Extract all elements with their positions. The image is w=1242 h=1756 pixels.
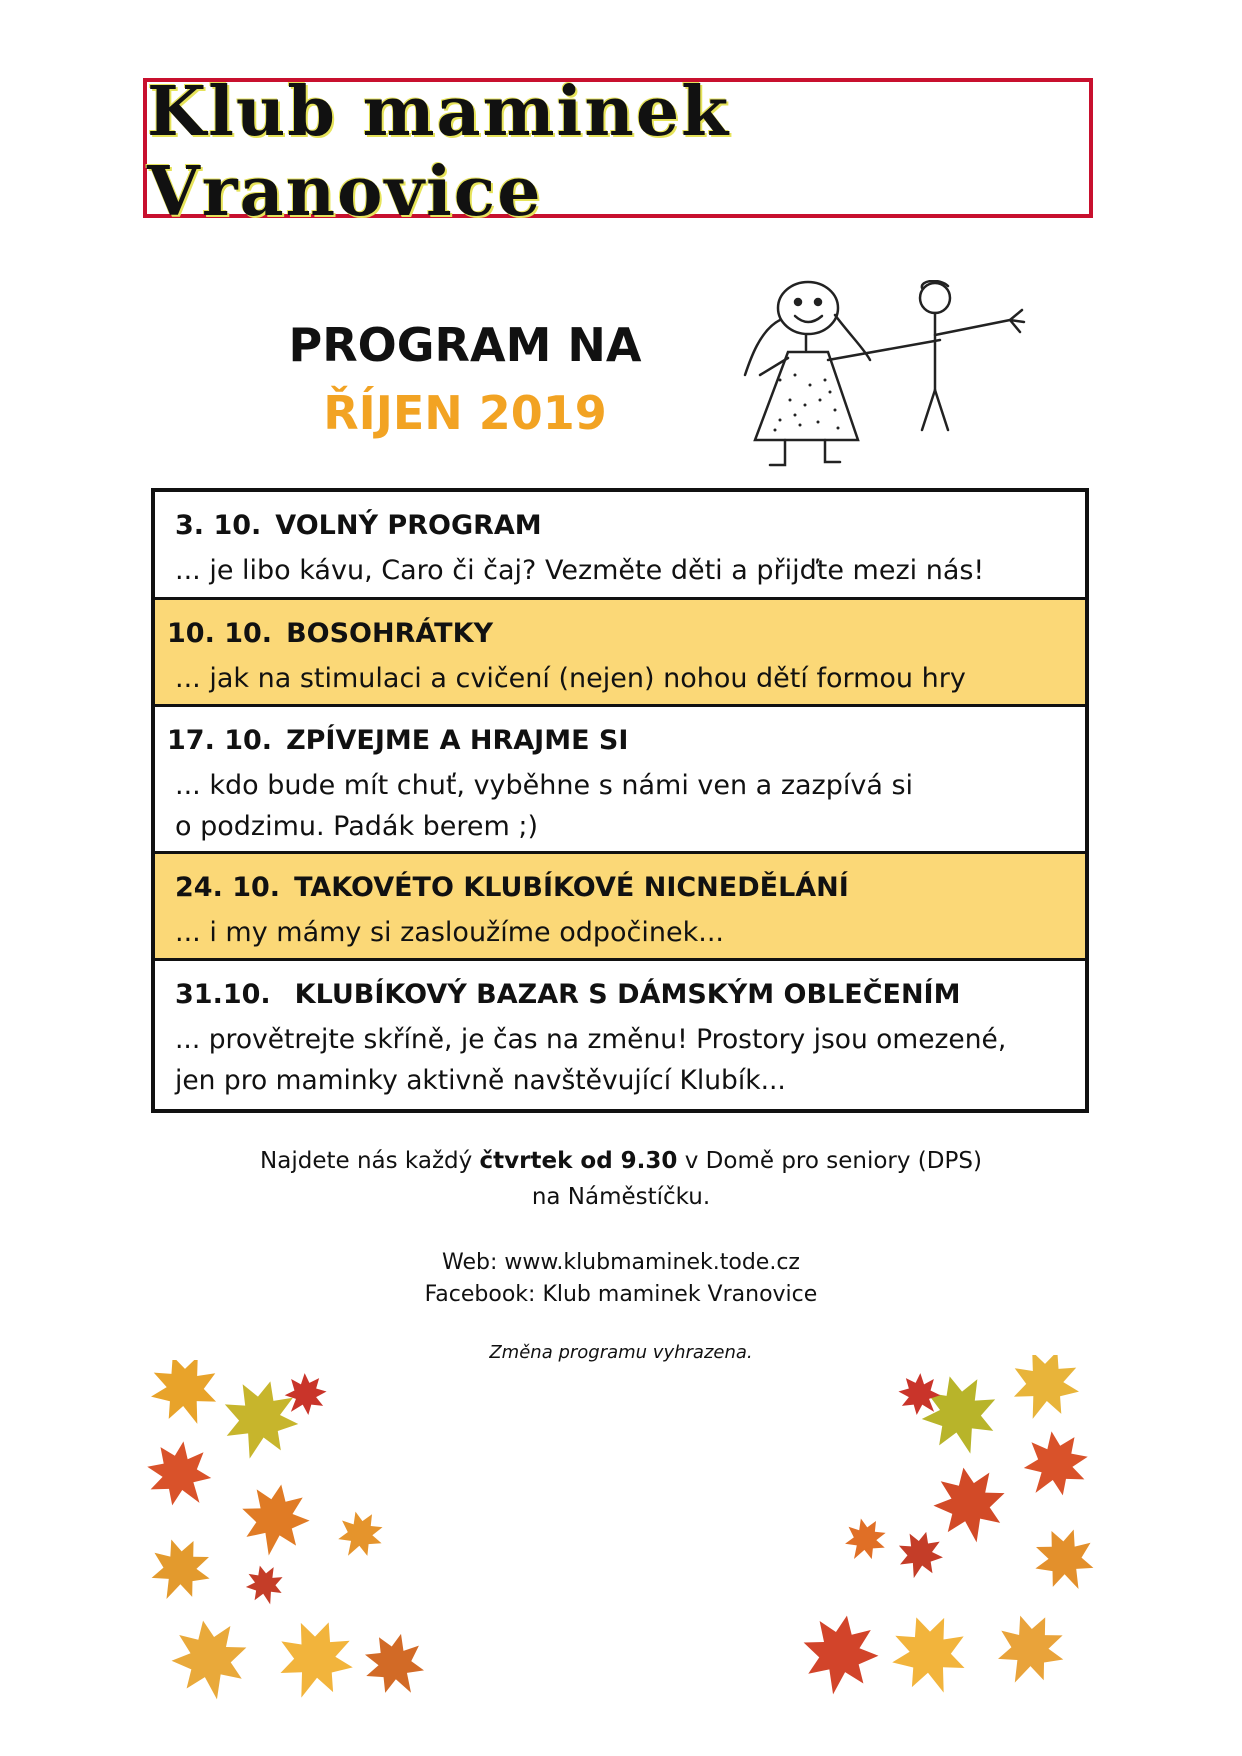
program-row	[155, 492, 1085, 600]
program-row	[155, 854, 1085, 961]
row-title: 17. 10. ZPÍVEJME A HRAJME SI	[167, 725, 629, 756]
web-link[interactable]: Web: www.klubmaminek.tode.cz	[442, 1250, 800, 1275]
row-title: 10. 10. BOSOHRÁTKY	[167, 618, 494, 649]
row-description: ... jak na stimulaci a cvičení (nejen) nohou dětí formou hry	[175, 663, 966, 694]
autumn-leaves-icon	[140, 1360, 450, 1720]
row-title: 3. 10. VOLNÝ PROGRAM	[175, 510, 542, 541]
program-month: ŘÍJEN 2019	[323, 386, 607, 440]
row-description: ... kdo bude mít chuť, vyběhne s námi ven a zazpívá si o podzimu. Padák berem ;)	[175, 770, 914, 842]
row-description: ... je libo kávu, Caro či čaj? Vezměte děti a přijďte mezi nás!	[175, 555, 985, 586]
facebook-link[interactable]: Facebook: Klub maminek Vranovice	[424, 1282, 818, 1307]
program-row	[155, 707, 1085, 854]
club-title: Klub maminek Vranovice	[147, 72, 731, 232]
program-row	[155, 600, 1085, 707]
row-title: 24. 10. TAKOVÉTO KLUBÍKOVÉ NICNEDĚLÁNÍ	[175, 872, 849, 903]
row-description: ... i my mámy si zasloužíme odpočinek...	[175, 917, 724, 948]
meeting-info: Najdete nás každý čtvrtek od 9.30 v Domě pro seniory (DPS)	[260, 1148, 982, 1174]
header-box	[143, 72, 1093, 232]
change-note: Změna programu vyhrazena.	[489, 1342, 753, 1363]
row-description: ... provětrejte skříně, je čas na změnu! Prostory jsou omezené, jen pro maminky aktivně navštěvující Klubík...	[175, 1024, 1007, 1096]
program-heading: PROGRAM NA	[288, 318, 642, 372]
row-title: 31.10. KLUBÍKOVÝ BAZAR S DÁMSKÝM OBLEČENÍM	[175, 979, 961, 1010]
meeting-location: na Náměstíčku.	[531, 1184, 711, 1210]
child-drawing-icon	[740, 280, 1030, 470]
program-table	[151, 488, 1089, 1113]
program-row	[155, 961, 1085, 1109]
autumn-leaves-icon	[780, 1355, 1110, 1715]
